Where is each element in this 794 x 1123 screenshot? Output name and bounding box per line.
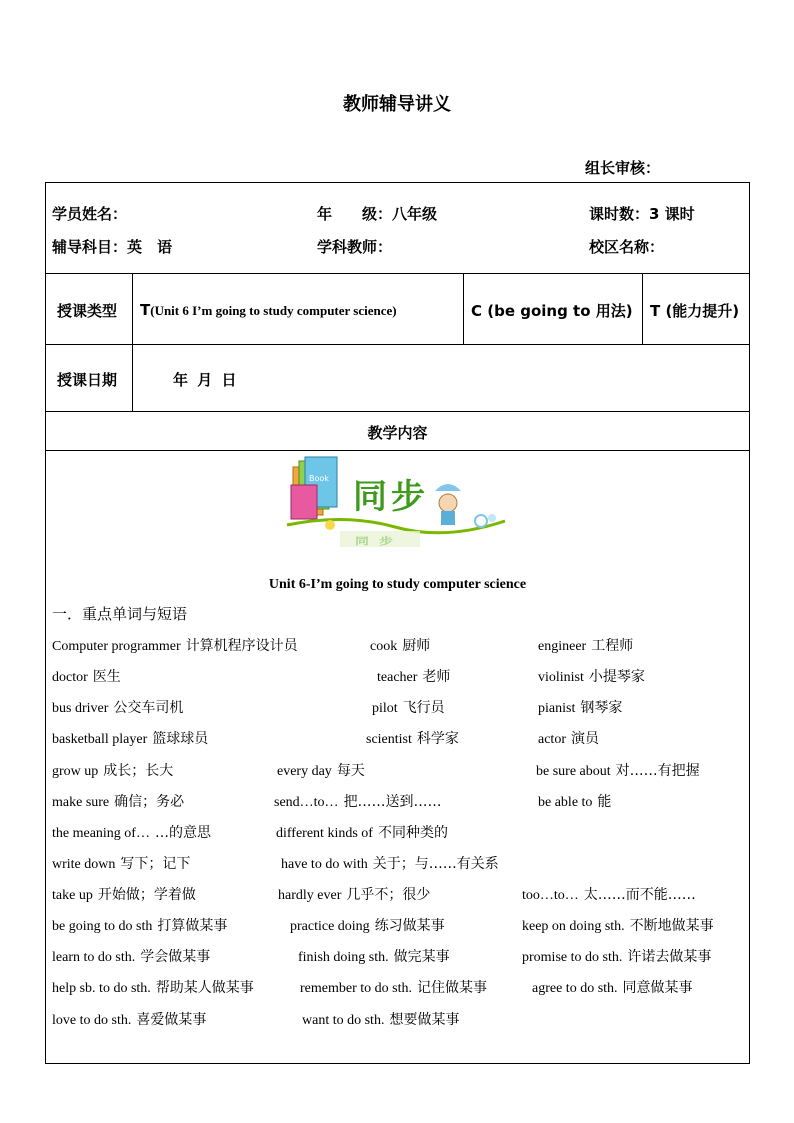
vocab-item — [52, 853, 190, 873]
vocab-item — [52, 760, 173, 780]
vocab-chinese: 许诺去做某事 — [627, 949, 712, 965]
vocab-english: teacher — [377, 670, 418, 685]
vocab-item — [300, 977, 487, 997]
t-prefix: T — [140, 301, 151, 319]
vocab-chinese: 开始做；学着做 — [97, 887, 196, 903]
vocab-chinese: 把……送到…… — [343, 794, 442, 810]
lesson-date-value: 年 月 日 — [173, 371, 237, 389]
t-unit-text: (Unit 6 I’m going to study computer science) — [150, 303, 397, 318]
vocab-item — [52, 977, 254, 997]
banner-reflection-text: 同步 — [355, 536, 403, 548]
vocab-english: too…to… — [522, 888, 579, 903]
subject-label: 辅导科目：英 语 — [52, 238, 173, 256]
vocab-chinese: …的意思 — [154, 825, 211, 841]
vocab-chinese: 成长；长大 — [103, 763, 174, 779]
vocab-chinese: 飞行员 — [402, 700, 445, 716]
hours-label: 课时数：3 课时 — [589, 205, 695, 223]
vocab-chinese: 确信；务必 — [114, 794, 185, 810]
vocab-english: cook — [370, 639, 398, 654]
vocab-item — [52, 697, 183, 717]
vocab-english: violinist — [538, 670, 584, 685]
vocab-chinese: 写下；记下 — [120, 856, 191, 872]
vocab-item — [274, 791, 442, 811]
vocab-english: hardly ever — [278, 888, 342, 903]
vocab-item — [538, 728, 599, 748]
vocab-chinese: 篮球球员 — [152, 731, 209, 747]
vocab-item — [52, 728, 208, 748]
vocab-english: make sure — [52, 795, 110, 810]
reviewer-label: 组长审核： — [585, 159, 661, 177]
vocab-chinese: 想要做某事 — [389, 1012, 460, 1028]
vocab-chinese: 喜爱做某事 — [136, 1012, 207, 1028]
vocab-english: grow up — [52, 764, 99, 779]
student-name-label: 学员姓名： — [52, 205, 128, 223]
vocab-chinese: 帮助某人做某事 — [155, 980, 254, 996]
vocab-item — [538, 697, 622, 717]
vocab-english: pianist — [538, 701, 576, 716]
vocab-item — [52, 822, 211, 842]
vocab-chinese: 能 — [597, 794, 612, 810]
vocab-chinese: 关于；与……有关系 — [372, 856, 499, 872]
page-title: 教师辅导讲义 — [343, 94, 451, 115]
vocab-chinese: 记住做某事 — [416, 980, 487, 996]
vocab-english: practice doing — [290, 919, 370, 934]
vocab-item — [52, 946, 210, 966]
vocab-item — [52, 791, 184, 811]
vocab-chinese: 老师 — [422, 669, 451, 685]
grade-label: 年 级：八年级 — [317, 205, 438, 223]
vocab-chinese: 医生 — [92, 669, 121, 685]
vocab-english: send…to… — [274, 795, 339, 810]
vocab-english: every day — [277, 764, 332, 779]
vocab-english: bus driver — [52, 701, 109, 716]
vocab-item — [538, 791, 611, 811]
vocab-item — [538, 666, 645, 686]
vocab-chinese: 打算做某事 — [157, 918, 228, 934]
vocab-item — [522, 884, 696, 904]
vocab-english: have to do with — [281, 857, 368, 872]
vocab-english: want to do sth. — [302, 1013, 385, 1028]
vocab-item — [536, 760, 700, 780]
vocab-item — [277, 760, 365, 780]
vocab-english: learn to do sth. — [52, 950, 136, 965]
vocab-english: help sb. to do sth. — [52, 981, 151, 996]
vocab-english: keep on doing sth. — [522, 919, 625, 934]
vocab-chinese: 太……而不能…… — [583, 887, 696, 903]
vocab-chinese: 对……有把握 — [615, 763, 700, 779]
content-header: 教学内容 — [367, 424, 428, 442]
vocab-item — [538, 635, 633, 655]
vocab-english: promise to do sth. — [522, 950, 623, 965]
vocab-english: finish doing sth. — [298, 950, 389, 965]
vocab-english: be going to do sth — [52, 919, 153, 934]
vocab-chinese: 同意做某事 — [622, 980, 693, 996]
vocab-english: Computer programmer — [52, 639, 181, 654]
vocab-item — [372, 697, 445, 717]
vocab-item — [52, 635, 298, 655]
vocab-chinese: 公交车司机 — [113, 700, 184, 716]
book-label: Book — [309, 474, 329, 483]
vocab-chinese: 工程师 — [591, 638, 634, 654]
vocab-item — [522, 946, 711, 966]
vocab-chinese: 小提琴家 — [588, 669, 645, 685]
vocab-chinese: 科学家 — [416, 731, 459, 747]
vocab-english: be sure about — [536, 764, 611, 779]
vocab-chinese: 学会做某事 — [140, 949, 211, 965]
lesson-type-label: 授课类型 — [57, 302, 118, 320]
vocab-english: remember to do sth. — [300, 981, 412, 996]
teacher-label: 学科教师： — [317, 238, 393, 256]
vocab-english: doctor — [52, 670, 88, 685]
vocab-english: the meaning of… — [52, 826, 150, 841]
vocab-chinese: 不同种类的 — [377, 825, 448, 841]
campus-label: 校区名称： — [589, 238, 665, 256]
vocab-item — [278, 884, 430, 904]
vocab-english: agree to do sth. — [532, 981, 618, 996]
vocab-chinese: 练习做某事 — [374, 918, 445, 934]
vocab-item — [532, 977, 693, 997]
vocab-english: different kinds of — [276, 826, 373, 841]
vocab-chinese: 厨师 — [402, 638, 431, 654]
section-heading: 一．重点单词与短语 — [52, 605, 188, 623]
vocab-chinese: 每天 — [336, 763, 365, 779]
vocab-item — [290, 915, 445, 935]
vocab-chinese: 做完某事 — [393, 949, 450, 965]
vocab-english: basketball player — [52, 732, 148, 747]
vocab-english: engineer — [538, 639, 587, 654]
vocab-item — [298, 946, 450, 966]
vocab-chinese: 几乎不；很少 — [346, 887, 431, 903]
vocab-chinese: 钢琴家 — [580, 700, 623, 716]
vocab-item — [370, 635, 430, 655]
vocab-english: be able to — [538, 795, 593, 810]
lesson-type-t2: T (能力提升) — [650, 302, 740, 320]
vocab-english: pilot — [372, 701, 398, 716]
vocab-item — [302, 1009, 459, 1029]
vocab-item — [52, 666, 121, 686]
vocab-chinese: 演员 — [570, 731, 599, 747]
vocab-item — [52, 1009, 206, 1029]
vocab-item — [276, 822, 448, 842]
unit-title: Unit 6-I’m going to study computer science — [268, 577, 527, 592]
vocab-chinese: 不断地做某事 — [629, 918, 714, 934]
vocab-english: write down — [52, 857, 116, 872]
vocab-english: love to do sth. — [52, 1013, 132, 1028]
vocab-english: actor — [538, 732, 566, 747]
vocab-english: take up — [52, 888, 93, 903]
vocab-english: scientist — [366, 732, 412, 747]
vocab-item — [522, 915, 714, 935]
banner-main-text: 同步 — [353, 477, 429, 517]
vocab-chinese: 计算机程序设计员 — [185, 638, 298, 654]
vocab-item — [281, 853, 499, 873]
vocab-item — [366, 728, 459, 748]
vocab-item — [52, 884, 196, 904]
vocab-item — [52, 915, 227, 935]
lesson-type-c: C (be going to 用法) — [471, 302, 633, 320]
lesson-date-label: 授课日期 — [57, 371, 118, 389]
vocab-item — [377, 666, 450, 686]
